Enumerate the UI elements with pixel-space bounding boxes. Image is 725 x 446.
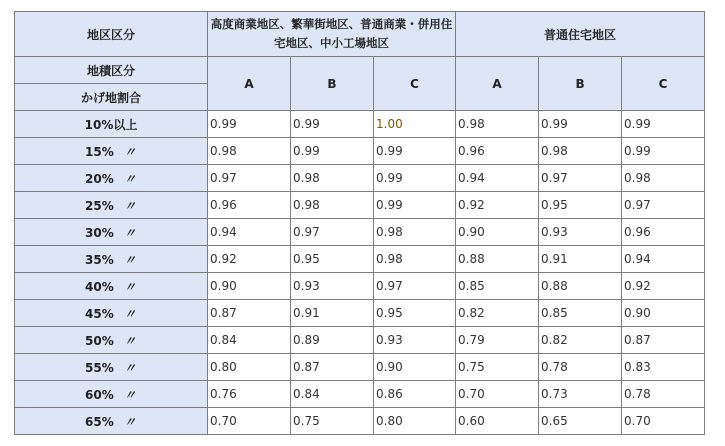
cell-residential-c: 0.92 (622, 273, 705, 300)
cell-commercial-a: 0.70 (208, 408, 291, 435)
ditto-mark: 〃 (123, 414, 136, 429)
land-area-class-header: 地積区分 (15, 57, 208, 84)
cell-residential-b: 0.82 (539, 327, 622, 354)
cell-residential-c: 0.99 (622, 111, 705, 138)
cell-residential-a: 0.96 (456, 138, 539, 165)
cell-residential-c: 0.96 (622, 219, 705, 246)
cell-commercial-a: 0.84 (208, 327, 291, 354)
cell-commercial-c: 0.90 (374, 354, 456, 381)
shadow-ratio-header: かげ地割合 (15, 84, 208, 111)
shadow-ratio-label: 45% (85, 306, 114, 321)
cell-residential-c: 0.94 (622, 246, 705, 273)
row-header-shadow-ratio (15, 192, 208, 219)
cell-commercial-b: 0.93 (291, 273, 374, 300)
cell-commercial-b: 0.97 (291, 219, 374, 246)
ditto-mark: 〃 (123, 198, 136, 213)
table-row (15, 381, 705, 408)
table-row (15, 273, 705, 300)
cell-residential-c: 0.70 (622, 408, 705, 435)
ditto-mark: 〃 (123, 387, 136, 402)
cell-residential-a: 0.90 (456, 219, 539, 246)
row-header-shadow-ratio (15, 381, 208, 408)
cell-commercial-c: 0.99 (374, 165, 456, 192)
table-row (15, 138, 705, 165)
ditto-mark: 〃 (123, 333, 136, 348)
shadow-ratio-label: 30% (85, 225, 114, 240)
row-header-shadow-ratio (15, 327, 208, 354)
column-header-residential-c: C (622, 57, 705, 111)
cell-commercial-c: 1.00 (374, 111, 456, 138)
shadow-ratio-label: 40% (85, 279, 114, 294)
cell-residential-a: 0.75 (456, 354, 539, 381)
cell-commercial-c: 0.80 (374, 408, 456, 435)
residential-group-header: 普通住宅地区 (456, 12, 705, 57)
row-header-shadow-ratio (15, 138, 208, 165)
cell-residential-b: 0.88 (539, 273, 622, 300)
cell-residential-b: 0.98 (539, 138, 622, 165)
cell-commercial-c: 0.93 (374, 327, 456, 354)
cell-commercial-a: 0.90 (208, 273, 291, 300)
shadow-ratio-label: 25% (85, 198, 114, 213)
cell-commercial-c: 0.99 (374, 192, 456, 219)
shadow-ratio-label: 35% (85, 252, 114, 267)
shadow-ratio-label: 10%以上 (84, 117, 138, 132)
cell-residential-c: 0.97 (622, 192, 705, 219)
shadow-ratio-label: 65% (85, 414, 114, 429)
cell-commercial-a: 0.99 (208, 111, 291, 138)
cell-residential-a: 0.60 (456, 408, 539, 435)
table-row (15, 300, 705, 327)
cell-commercial-c: 0.98 (374, 246, 456, 273)
shadow-ratio-label: 50% (85, 333, 114, 348)
cell-residential-b: 0.97 (539, 165, 622, 192)
shadow-land-adjustment-table (14, 11, 705, 435)
cell-commercial-a: 0.97 (208, 165, 291, 192)
cell-residential-b: 0.93 (539, 219, 622, 246)
ditto-mark: 〃 (123, 279, 136, 294)
cell-commercial-c: 0.98 (374, 219, 456, 246)
column-header-residential-a: A (456, 57, 539, 111)
cell-commercial-b: 0.99 (291, 111, 374, 138)
cell-residential-c: 0.83 (622, 354, 705, 381)
cell-residential-a: 0.82 (456, 300, 539, 327)
cell-residential-c: 0.87 (622, 327, 705, 354)
cell-commercial-c: 0.99 (374, 138, 456, 165)
cell-residential-a: 0.79 (456, 327, 539, 354)
column-header-residential-b: B (539, 57, 622, 111)
cell-residential-a: 0.92 (456, 192, 539, 219)
cell-residential-a: 0.88 (456, 246, 539, 273)
row-header-shadow-ratio (15, 408, 208, 435)
row-header-shadow-ratio (15, 246, 208, 273)
cell-residential-c: 0.90 (622, 300, 705, 327)
ditto-mark: 〃 (123, 360, 136, 375)
row-header-shadow-ratio (15, 273, 208, 300)
cell-residential-a: 0.98 (456, 111, 539, 138)
cell-commercial-b: 0.95 (291, 246, 374, 273)
cell-residential-b: 0.73 (539, 381, 622, 408)
cell-commercial-a: 0.80 (208, 354, 291, 381)
table-row (15, 354, 705, 381)
cell-commercial-b: 0.98 (291, 192, 374, 219)
cell-residential-a: 0.85 (456, 273, 539, 300)
cell-commercial-a: 0.96 (208, 192, 291, 219)
cell-commercial-b: 0.98 (291, 165, 374, 192)
cell-commercial-b: 0.89 (291, 327, 374, 354)
ditto-mark: 〃 (123, 171, 136, 186)
row-header-shadow-ratio (15, 111, 208, 138)
table-row (15, 192, 705, 219)
cell-residential-b: 0.85 (539, 300, 622, 327)
column-header-commercial-b: B (291, 57, 374, 111)
row-header-shadow-ratio (15, 165, 208, 192)
cell-residential-a: 0.70 (456, 381, 539, 408)
shadow-ratio-label: 20% (85, 171, 114, 186)
ditto-mark: 〃 (123, 306, 136, 321)
table-row (15, 165, 705, 192)
cell-residential-b: 0.95 (539, 192, 622, 219)
cell-commercial-a: 0.94 (208, 219, 291, 246)
cell-commercial-a: 0.87 (208, 300, 291, 327)
table-row (15, 408, 705, 435)
cell-commercial-b: 0.91 (291, 300, 374, 327)
ditto-mark: 〃 (123, 225, 136, 240)
table-row (15, 327, 705, 354)
cell-commercial-c: 0.97 (374, 273, 456, 300)
shadow-ratio-label: 55% (85, 360, 114, 375)
row-header-shadow-ratio (15, 300, 208, 327)
cell-commercial-a: 0.98 (208, 138, 291, 165)
cell-residential-c: 0.99 (622, 138, 705, 165)
column-header-commercial-a: A (208, 57, 291, 111)
cell-commercial-a: 0.92 (208, 246, 291, 273)
cell-commercial-b: 0.84 (291, 381, 374, 408)
row-header-shadow-ratio (15, 354, 208, 381)
row-header-shadow-ratio (15, 219, 208, 246)
ditto-mark: 〃 (123, 252, 136, 267)
cell-residential-c: 0.98 (622, 165, 705, 192)
cell-commercial-a: 0.76 (208, 381, 291, 408)
cell-residential-c: 0.78 (622, 381, 705, 408)
ditto-mark: 〃 (123, 144, 136, 159)
shadow-ratio-label: 15% (85, 144, 114, 159)
table-row (15, 219, 705, 246)
shadow-ratio-label: 60% (85, 387, 114, 402)
cell-commercial-b: 0.99 (291, 138, 374, 165)
cell-residential-b: 0.91 (539, 246, 622, 273)
cell-commercial-b: 0.87 (291, 354, 374, 381)
cell-commercial-c: 0.86 (374, 381, 456, 408)
commercial-group-header: 高度商業地区、繁華街地区、普通商業・併用住宅地区、中小工場地区 (208, 12, 456, 57)
cell-commercial-b: 0.75 (291, 408, 374, 435)
cell-residential-b: 0.78 (539, 354, 622, 381)
area-class-header: 地区区分 (15, 12, 208, 57)
table-row (15, 111, 705, 138)
cell-commercial-c: 0.95 (374, 300, 456, 327)
cell-residential-b: 0.99 (539, 111, 622, 138)
column-header-commercial-c: C (374, 57, 456, 111)
cell-residential-a: 0.94 (456, 165, 539, 192)
table-row (15, 246, 705, 273)
cell-residential-b: 0.65 (539, 408, 622, 435)
